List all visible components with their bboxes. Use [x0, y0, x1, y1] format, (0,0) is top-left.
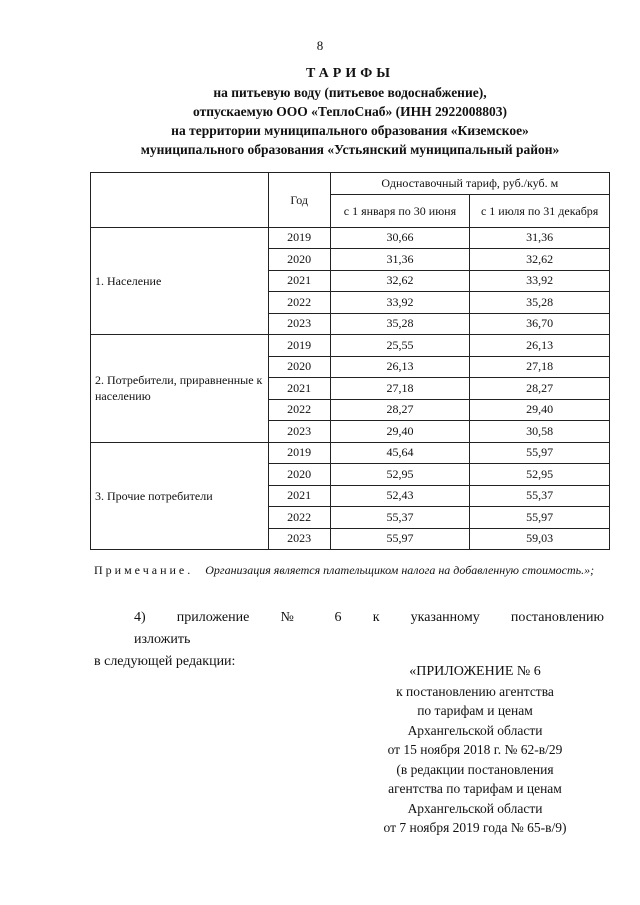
tariff-value-cell: 32,62 [470, 249, 610, 271]
header-period-1: с 1 января по 30 июня [330, 194, 470, 227]
tariff-value-cell: 28,27 [470, 378, 610, 400]
tariff-value-cell: 59,03 [470, 528, 610, 550]
tariff-value-cell: 31,36 [470, 227, 610, 249]
year-cell: 2019 [268, 442, 330, 464]
appendix-line-7: агентства по тарифам и ценам [388, 781, 562, 796]
category-cell: 2. Потребители, приравненные к населению [91, 335, 269, 443]
tariff-value-cell: 35,28 [330, 313, 470, 335]
year-cell: 2022 [268, 507, 330, 529]
tariff-value-cell: 29,40 [330, 421, 470, 443]
document-title [80, 64, 620, 159]
appendix-line-2: к постановлению агентства [396, 683, 554, 699]
tariff-value-cell: 30,66 [330, 227, 470, 249]
tariff-value-cell: 27,18 [330, 378, 470, 400]
tariff-value-cell: 55,37 [330, 507, 470, 529]
tariff-value-cell: 26,13 [470, 335, 610, 357]
table-note [94, 562, 604, 578]
title-line-3: отпускаемую ООО «ТеплоСнаб» (ИНН 2922008803) [193, 104, 507, 119]
appendix-line-1: «ПРИЛОЖЕНИЕ № 6 [409, 664, 541, 679]
year-cell: 2020 [268, 356, 330, 378]
category-cell: 1. Население [91, 227, 269, 335]
tariff-value-cell: 30,58 [470, 421, 610, 443]
note-text: Организация является плательщиком налога на добавленную стоимость.»; [205, 563, 595, 577]
year-cell: 2023 [268, 313, 330, 335]
tariff-value-cell: 45,64 [330, 442, 470, 464]
tariff-value-cell: 33,92 [470, 270, 610, 292]
header-period-2: с 1 июля по 31 декабря [470, 194, 610, 227]
header-tariff: Одноставочный тариф, руб./куб. м [330, 173, 609, 195]
tariff-value-cell: 33,92 [330, 292, 470, 314]
tariff-value-cell: 31,36 [330, 249, 470, 271]
title-line-4: на территории муниципального образования «Киземское» [171, 123, 529, 138]
title-line-5: муниципального образования «Устьянский муниципальный район» [140, 142, 560, 157]
tariff-value-cell: 52,95 [470, 464, 610, 486]
tariff-value-cell: 55,37 [470, 485, 610, 507]
year-cell: 2020 [268, 249, 330, 271]
paragraph-line-2: в следующей редакции: [94, 654, 236, 669]
appendix-line-8: Архангельской области [407, 800, 543, 816]
table-row [91, 227, 610, 249]
page-number: 8 [316, 38, 324, 53]
tariff-value-cell: 55,97 [470, 442, 610, 464]
header-year: Год [268, 173, 330, 228]
appendix-line-4: Архангельской области [407, 722, 543, 738]
tariff-value-cell: 27,18 [470, 356, 610, 378]
appendix-line-3: по тарифам и ценам [417, 703, 533, 718]
year-cell: 2023 [268, 528, 330, 550]
tariff-value-cell: 29,40 [470, 399, 610, 421]
category-cell: 3. Прочие потребители [91, 442, 269, 550]
paragraph-line-1: 4) приложение № 6 к указанному постановлению изложить [134, 610, 604, 647]
year-cell: 2019 [268, 335, 330, 357]
header-empty-cell [91, 173, 269, 228]
appendix-line-5: от 15 ноября 2018 г. № 62-в/29 [387, 742, 563, 757]
tariff-value-cell: 36,70 [470, 313, 610, 335]
tariff-value-cell: 55,97 [470, 507, 610, 529]
year-cell: 2019 [268, 227, 330, 249]
appendix-line-6: (в редакции постановления [396, 761, 554, 777]
table-row [91, 335, 610, 357]
tariff-table [90, 172, 610, 550]
tariff-value-cell: 25,55 [330, 335, 470, 357]
year-cell: 2023 [268, 421, 330, 443]
tariff-value-cell: 52,43 [330, 485, 470, 507]
note-label: Примечание. [94, 563, 194, 577]
tariff-value-cell: 35,28 [470, 292, 610, 314]
tariff-value-cell: 52,95 [330, 464, 470, 486]
tariff-value-cell: 55,97 [330, 528, 470, 550]
year-cell: 2020 [268, 464, 330, 486]
title-line-1: ТАРИФЫ [306, 66, 394, 81]
year-cell: 2021 [268, 378, 330, 400]
title-line-2: на питьевую воду (питьевое водоснабжение), [213, 85, 487, 100]
tariff-value-cell: 28,27 [330, 399, 470, 421]
tariff-value-cell: 32,62 [330, 270, 470, 292]
year-cell: 2021 [268, 485, 330, 507]
tariff-value-cell: 26,13 [330, 356, 470, 378]
year-cell: 2022 [268, 292, 330, 314]
year-cell: 2021 [268, 270, 330, 292]
appendix-header [330, 662, 620, 838]
appendix-line-9: от 7 ноября 2019 года № 65-в/9) [383, 820, 567, 835]
year-cell: 2022 [268, 399, 330, 421]
table-row [91, 442, 610, 464]
